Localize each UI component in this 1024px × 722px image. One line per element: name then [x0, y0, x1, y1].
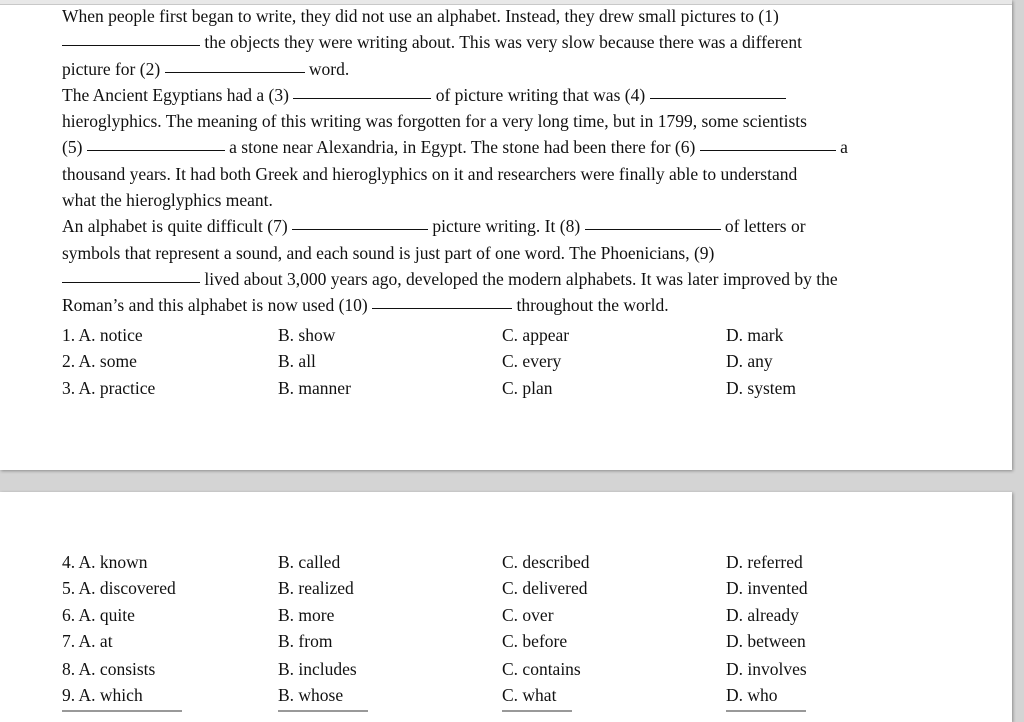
question-row-9 [62, 682, 962, 708]
question-row-7 [62, 628, 962, 654]
passage-line [62, 187, 942, 213]
document-page-2 [0, 492, 1012, 722]
passage-line [62, 213, 942, 239]
answer-blank-7[interactable] [292, 228, 428, 230]
question-row-5 [62, 575, 962, 601]
option-c[interactable]: C. delivered [502, 578, 588, 598]
answer-blank-1[interactable] [62, 44, 200, 46]
answer-blank-5[interactable] [87, 149, 225, 151]
option-a[interactable]: 6. A. quite [62, 605, 135, 625]
option-d[interactable]: D. referred [726, 552, 803, 572]
answer-blank-8[interactable] [585, 228, 721, 230]
option-d[interactable]: D. mark [726, 325, 784, 345]
question-row-8 [62, 656, 962, 682]
answer-blank-3[interactable] [293, 97, 431, 99]
option-b[interactable]: B. all [278, 351, 316, 371]
answer-blank-10[interactable] [372, 307, 512, 309]
option-a[interactable]: 5. A. discovered [62, 578, 176, 598]
option-c[interactable]: C. over [502, 605, 554, 625]
passage-text: (5) [62, 137, 83, 158]
option-c[interactable]: C. appear [502, 325, 570, 345]
passage-text: what the hieroglyphics meant. [62, 190, 273, 211]
passage-line [62, 161, 942, 187]
passage-line [62, 29, 942, 55]
option-d[interactable]: D. between [726, 631, 806, 651]
question-row-6 [62, 602, 962, 628]
question-row-2 [62, 348, 962, 374]
passage-text: throughout the world. [516, 295, 669, 316]
option-b[interactable]: B. whose [278, 685, 344, 705]
option-d[interactable]: D. involves [726, 659, 807, 679]
option-c[interactable]: C. contains [502, 659, 581, 679]
option-a[interactable]: 7. A. at [62, 631, 113, 651]
passage-line [62, 82, 942, 108]
passage-text: When people first began to write, they did not use an alphabet. Instead, they drew small pictures to (1) [62, 6, 779, 26]
passage-text: An alphabet is quite difficult (7) [62, 216, 288, 237]
option-a[interactable]: 9. A. which [62, 685, 143, 705]
answer-blank-2[interactable] [165, 71, 305, 73]
passage-text: a stone near Alexandria, in Egypt. The stone had been there for (6) [229, 137, 696, 158]
option-b[interactable]: B. from [278, 631, 333, 651]
passage-line [62, 56, 942, 82]
option-d[interactable]: D. any [726, 351, 773, 371]
passage-text: a [840, 137, 848, 158]
passage-text: hieroglyphics. The meaning of this writing was forgotten for a very long time, but in 1799, some scientists [62, 111, 807, 132]
passage-text: symbols that represent a sound, and each sound is just part of one word. The Phoenicians, (9) [62, 242, 715, 263]
answer-blank-4[interactable] [650, 97, 786, 99]
question-row-4 [62, 549, 962, 575]
question-row-1 [62, 322, 962, 348]
passage-text: lived about 3,000 years ago, developed the modern alphabets. It was later improved by the [204, 268, 838, 289]
passage-text: of letters or [724, 216, 806, 237]
option-b[interactable]: B. manner [278, 378, 351, 398]
option-d[interactable]: D. already [726, 605, 799, 625]
answer-blank-9[interactable] [62, 281, 200, 283]
passage-text: thousand years. It had both Greek and hieroglyphics on it and researchers were finally able to understand [62, 163, 798, 184]
passage-text: The Ancient Egyptians had a (3) [62, 84, 289, 105]
option-c[interactable]: C. before [502, 631, 568, 651]
passage-line [62, 266, 942, 292]
option-a[interactable]: 2. A. some [62, 351, 137, 371]
passage-line [62, 108, 942, 134]
option-c[interactable]: C. described [502, 552, 590, 572]
passage-text: picture writing. It (8) [432, 216, 581, 237]
passage-text: word. [308, 58, 350, 79]
option-c[interactable]: C. every [502, 351, 562, 371]
passage-line [62, 240, 942, 266]
option-d[interactable]: D. system [726, 378, 796, 398]
question-row-3 [62, 375, 962, 401]
option-d[interactable]: D. who [726, 685, 778, 705]
option-b[interactable]: B. show [278, 325, 336, 345]
option-a[interactable]: 1. A. notice [62, 325, 143, 345]
passage-text: Roman’s and this alphabet is now used (10) [62, 295, 368, 316]
passage-text: picture for (2) [62, 58, 161, 79]
passage-text: the objects they were writing about. This was very slow because there was a different [204, 32, 802, 53]
option-c[interactable]: C. what [502, 685, 557, 705]
reading-passage [62, 3, 942, 319]
option-d[interactable]: D. invented [726, 578, 808, 598]
option-a[interactable]: 4. A. known [62, 552, 148, 572]
passage-line [62, 3, 942, 29]
option-b[interactable]: B. more [278, 605, 335, 625]
option-b[interactable]: B. called [278, 552, 341, 572]
cut-off-text-row [62, 706, 962, 714]
option-a[interactable]: 8. A. consists [62, 659, 156, 679]
option-b[interactable]: B. realized [278, 578, 354, 598]
passage-line [62, 134, 942, 160]
option-a[interactable]: 3. A. practice [62, 378, 156, 398]
passage-line [62, 292, 942, 318]
passage-text: of picture writing that was (4) [435, 84, 646, 105]
option-c[interactable]: C. plan [502, 378, 553, 398]
answer-blank-6[interactable] [700, 149, 836, 151]
option-b[interactable]: B. includes [278, 659, 357, 679]
